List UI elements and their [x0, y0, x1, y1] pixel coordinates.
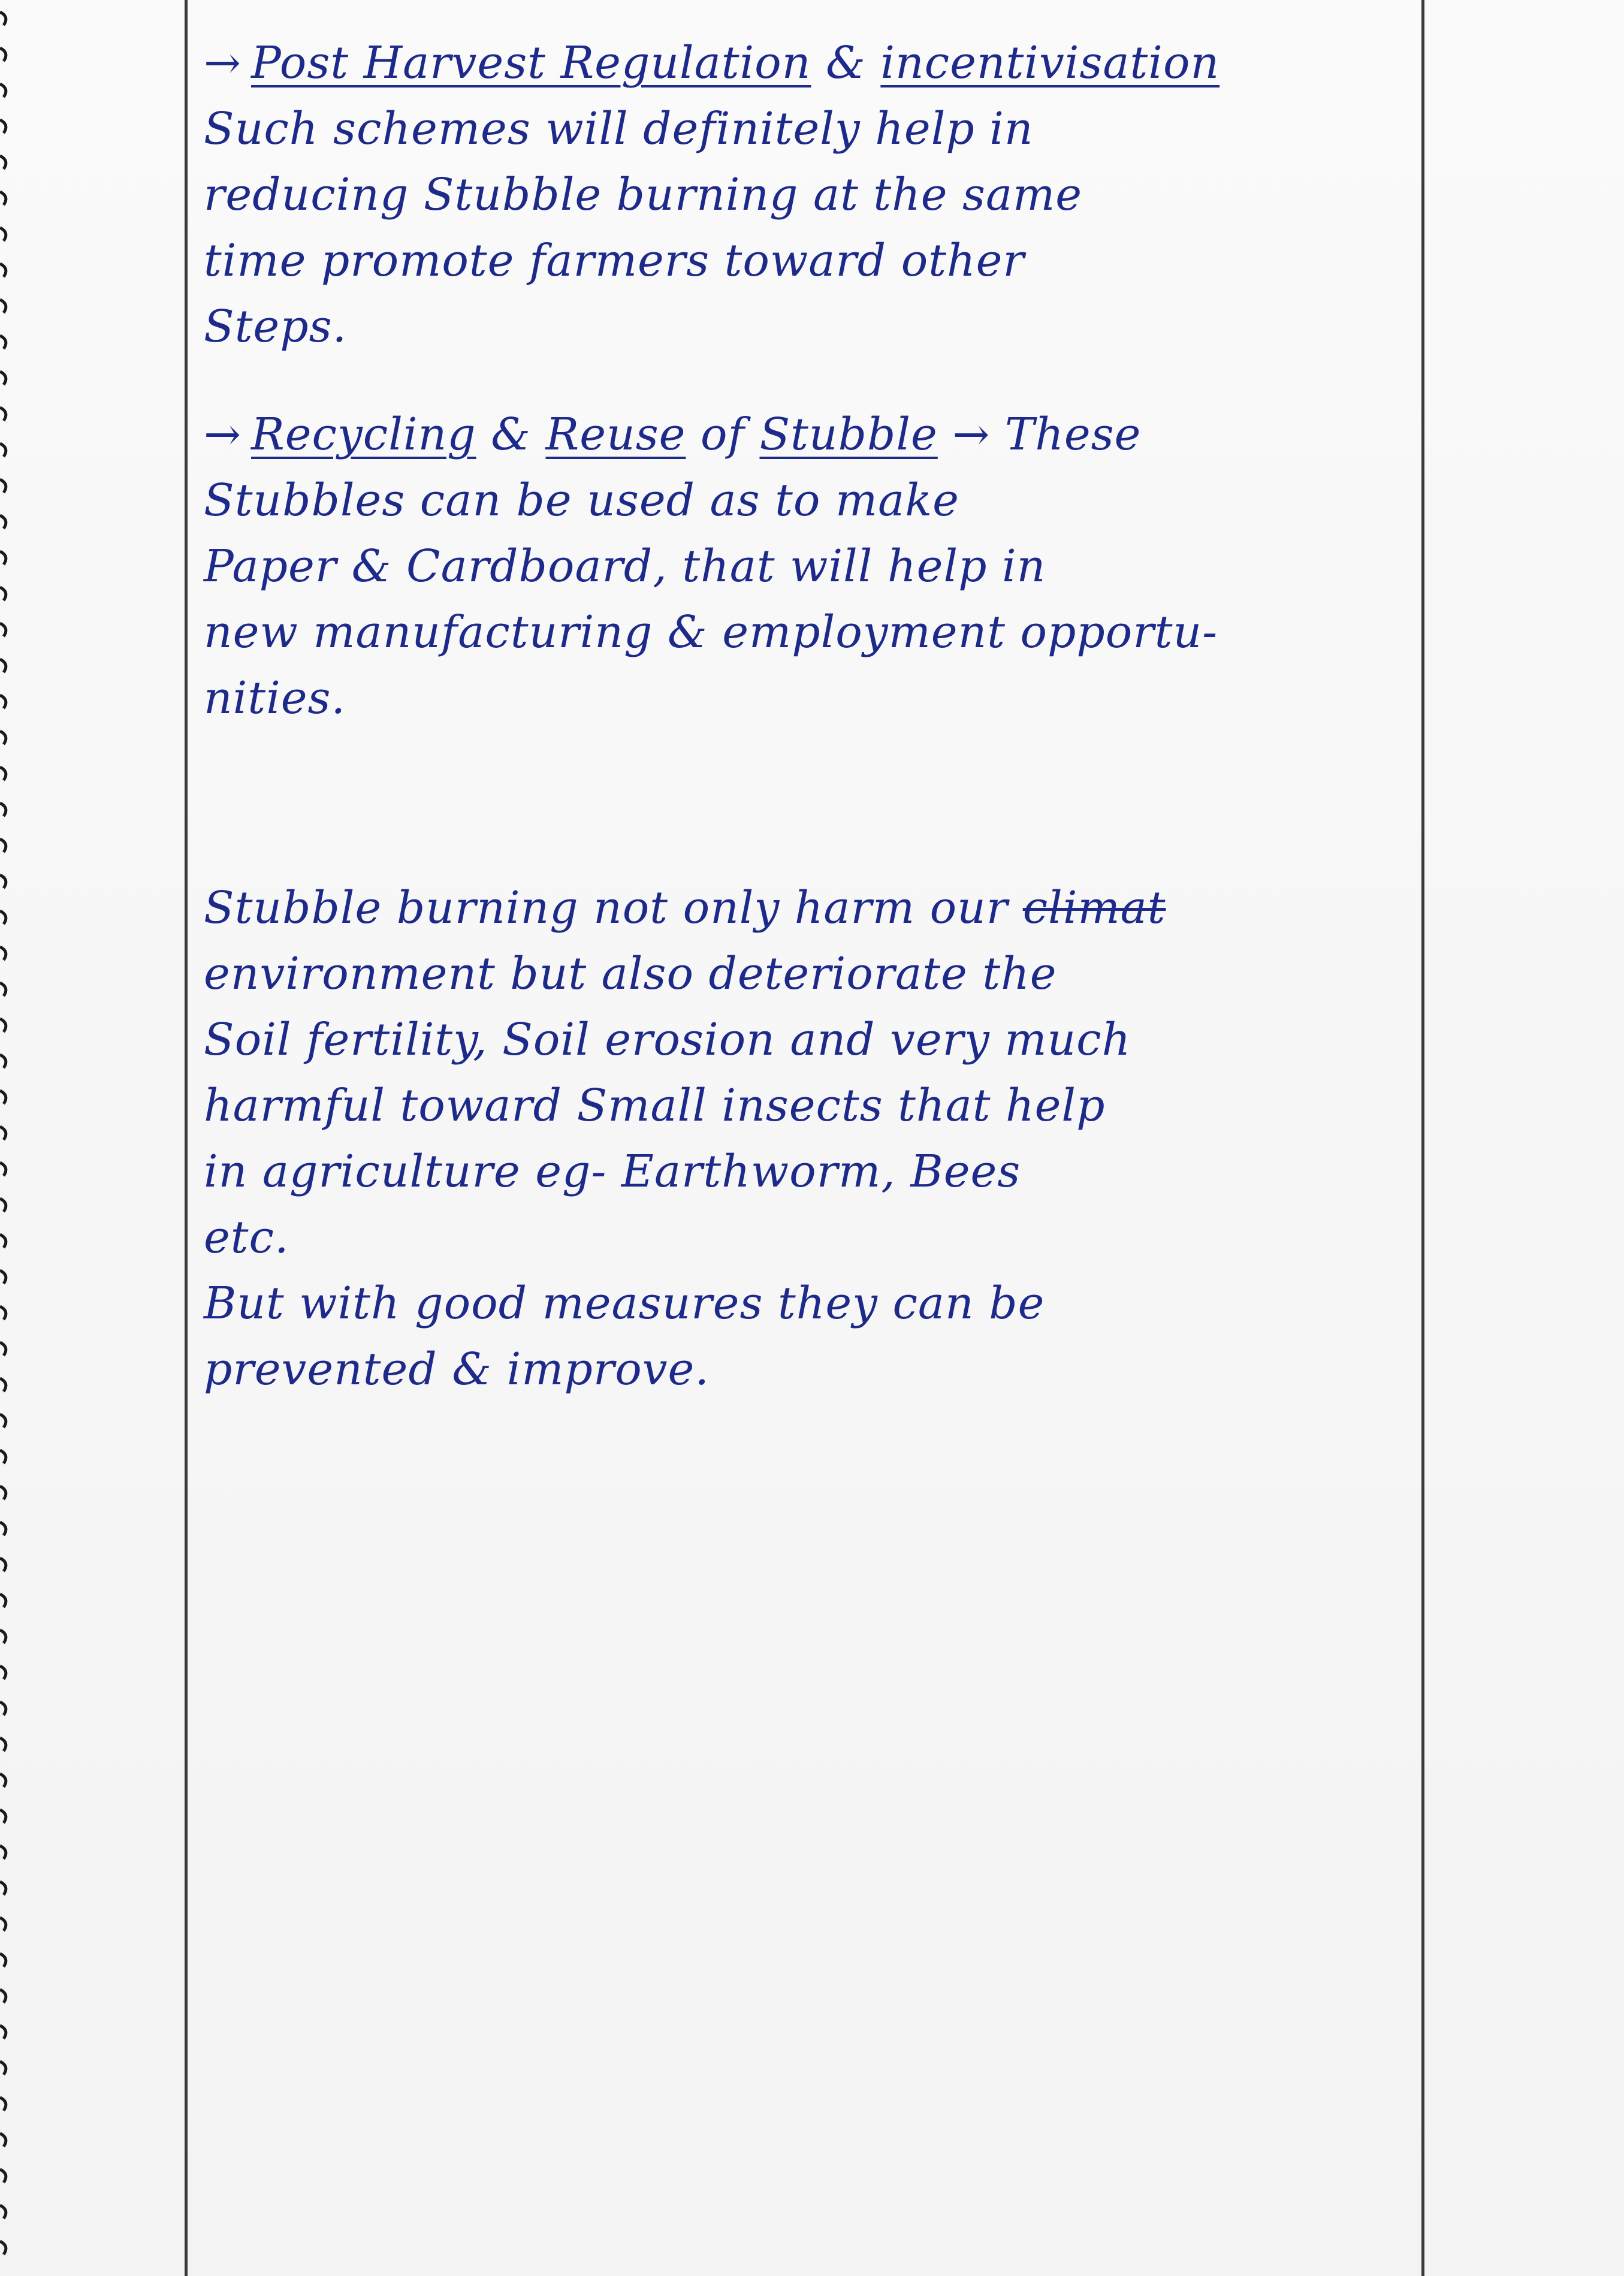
spiral-ring [0, 1163, 6, 1176]
spiral-ring [0, 1450, 6, 1463]
spiral-ring [0, 2061, 6, 2075]
section-recycling [204, 402, 1414, 731]
spiral-ring [0, 479, 6, 493]
text-line: time promote farmers toward other [204, 235, 1025, 286]
spiral-ring [0, 1091, 6, 1104]
heading-text: Stubble [759, 409, 938, 460]
heading-text: Reuse [545, 409, 686, 460]
spiral-ring [0, 12, 6, 25]
spiral-ring [0, 1414, 6, 1427]
spiral-ring [0, 2133, 6, 2147]
spiral-ring [0, 1127, 6, 1140]
text-line: new manufacturing & employment opportu- [204, 606, 1218, 658]
spiral-ring [0, 443, 6, 457]
handwritten-content [204, 24, 1414, 1522]
spiral-ring [0, 2205, 6, 2218]
spiral-ring [0, 1990, 6, 2003]
text-line: Soil fertility, Soil erosion and very much [204, 1014, 1131, 1065]
spiral-ring [0, 947, 6, 960]
spiral-ring [0, 911, 6, 924]
text-line: in agriculture eg- Earthworm, Bees [204, 1146, 1021, 1197]
text-line: etc. [204, 1212, 289, 1263]
spiral-ring [0, 1846, 6, 1859]
spiral-ring [0, 2026, 6, 2039]
spiral-ring [0, 336, 6, 349]
heading-amp: & [825, 37, 866, 89]
spiral-ring [0, 1666, 6, 1679]
spiral-ring [0, 767, 6, 780]
spiral-ring [0, 1055, 6, 1068]
spiral-binding [0, 0, 24, 2276]
spiral-ring [0, 228, 6, 241]
spiral-ring [0, 1810, 6, 1823]
text-line: Stubbles can be used as to make [204, 475, 959, 526]
heading-text: Post Harvest Regulation [251, 37, 811, 89]
spiral-ring [0, 839, 6, 852]
spiral-ring [0, 407, 6, 421]
spiral-ring [0, 1630, 6, 1643]
spiral-ring [0, 551, 6, 565]
text-line [204, 875, 1414, 941]
spiral-ring [0, 731, 6, 744]
spiral-ring [0, 1594, 6, 1607]
arrow-icon: → [204, 409, 242, 460]
spiral-ring [0, 1774, 6, 1787]
spiral-ring [0, 1954, 6, 1967]
right-margin-rule [1421, 0, 1424, 2276]
section-post-harvest [204, 30, 1414, 360]
spiral-ring [0, 1234, 6, 1248]
spiral-ring [0, 1378, 6, 1391]
spiral-ring [0, 2169, 6, 2183]
spiral-ring [0, 1918, 6, 1931]
spiral-ring [0, 1558, 6, 1571]
text-line: harmful toward Small insects that help [204, 1080, 1106, 1131]
text-line: nities. [204, 672, 346, 724]
spiral-ring [0, 1486, 6, 1499]
spiral-ring [0, 695, 6, 708]
spiral-ring [0, 623, 6, 636]
text-line: Such schemes will definitely help in [204, 103, 1034, 155]
spiral-ring [0, 2241, 6, 2254]
spiral-ring [0, 1522, 6, 1535]
section-heading [204, 402, 1414, 467]
arrow-icon: → [952, 409, 991, 460]
heading-text: incentivisation [880, 37, 1220, 89]
spiral-ring [0, 1738, 6, 1751]
arrow-icon: → [204, 37, 242, 89]
section-conclusion [204, 875, 1414, 1402]
spiral-ring [0, 1019, 6, 1032]
spiral-ring [0, 192, 6, 205]
spiral-ring [0, 875, 6, 888]
spiral-ring [0, 1199, 6, 1212]
spiral-ring [0, 156, 6, 169]
text-line: Steps. [204, 301, 348, 352]
spiral-ring [0, 803, 6, 816]
spiral-ring [0, 2097, 6, 2111]
spiral-ring [0, 300, 6, 313]
text-line: Paper & Cardboard, that will help in [204, 541, 1046, 592]
text-line: But with good measures they can be [204, 1278, 1045, 1329]
text-line: prevented & improve. [204, 1344, 710, 1395]
spiral-ring [0, 84, 6, 97]
spiral-ring [0, 515, 6, 529]
spiral-ring [0, 264, 6, 277]
text-line: reducing Stubble burning at the same [204, 169, 1083, 221]
spiral-ring [0, 48, 6, 61]
heading-text: Recycling [251, 409, 476, 460]
struck-word: climat [1022, 882, 1166, 934]
spiral-ring [0, 120, 6, 133]
heading-text: of [701, 409, 745, 460]
section-heading [204, 30, 1414, 96]
text-line: environment but also deteriorate the [204, 948, 1057, 1000]
text-segment: Stubble burning not only harm our [204, 882, 1009, 934]
spiral-ring [0, 1270, 6, 1284]
spiral-ring [0, 659, 6, 672]
spiral-ring [0, 372, 6, 385]
spiral-ring [0, 1306, 6, 1320]
heading-text: These [1004, 409, 1142, 460]
spiral-ring [0, 1342, 6, 1356]
spiral-ring [0, 1882, 6, 1895]
spiral-ring [0, 1702, 6, 1715]
heading-amp: & [491, 409, 531, 460]
spiral-ring [0, 587, 6, 600]
left-margin-rule [185, 0, 188, 2276]
spiral-ring [0, 983, 6, 996]
